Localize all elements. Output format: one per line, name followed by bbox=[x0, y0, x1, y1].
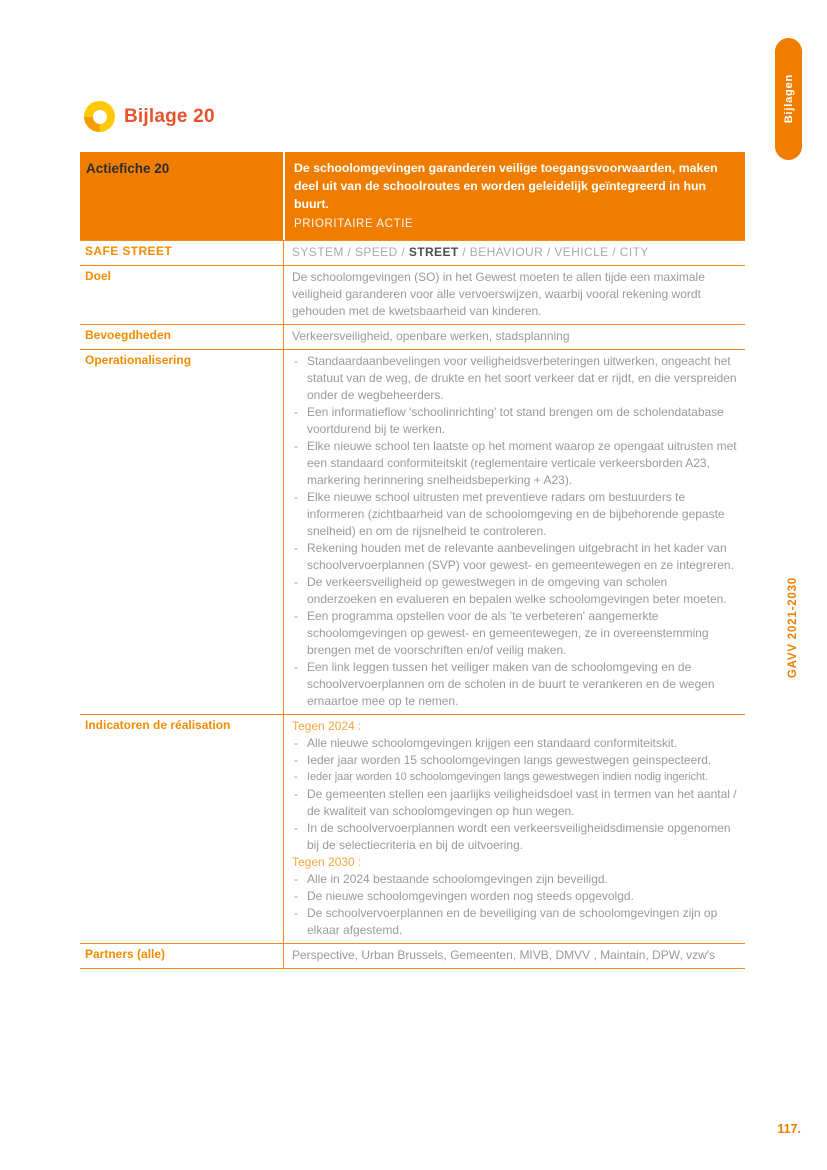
ring-bullet-icon bbox=[84, 101, 115, 132]
action-sheet-description-cell bbox=[283, 152, 745, 240]
priority-action-label: PRIORITAIRE ACTIE bbox=[294, 218, 414, 230]
bevoegdheden-text: Verkeersveiligheid, openbare werken, stadsplanning bbox=[283, 325, 745, 349]
street-separator: / bbox=[343, 245, 355, 259]
bullet-item: - Elke nieuwe school ten laatste op het moment waarop ze opengaat uitrusten met een standaard conformiteitskit (reglementaire verticale verkeersborden A23, markering herinnering snelheidsbeperking + A23). bbox=[292, 438, 739, 489]
indicatoren-row bbox=[80, 715, 745, 944]
street-category-street: STREET bbox=[408, 245, 459, 259]
tegen-2024-heading: Tegen 2024 : bbox=[292, 719, 362, 733]
action-sheet-table bbox=[80, 152, 745, 969]
tegen-2030-heading: Tegen 2030 : bbox=[292, 855, 362, 869]
indicatoren-label: Indicatoren de réalisation bbox=[85, 718, 231, 732]
street-category-system: SYSTEM bbox=[292, 245, 344, 259]
doel-label: Doel bbox=[85, 269, 112, 283]
tegen-2030-list bbox=[292, 871, 739, 939]
doel-row bbox=[80, 266, 745, 325]
action-description: De schoolomgevingen garanderen veilige toegangsvoorwaarden, maken deel uit van de schoolroutes en worden geleidelijk geïntegreerd in hun buurt. bbox=[294, 161, 718, 211]
bullet-item: - In de schoolvervoerplannen wordt een verkeersveiligheidsdimensie opgenomen bij de selectiecriteria en bij de uitvoering. bbox=[292, 820, 739, 854]
side-tab-label: Bijlagen bbox=[782, 74, 795, 124]
street-separator: / bbox=[608, 245, 620, 259]
tegen-2024-list bbox=[292, 735, 739, 854]
bullet-item: - Een link leggen tussen het veiliger maken van de schoolomgeving en de schoolvervoerplannen om de scholen in de buurt te verankeren en de wegen ernaartoe mee op te nemen. bbox=[292, 659, 739, 710]
bullet-item: - Een programma opstellen voor de als 'te verbeteren' aangemerkte schoolomgevingen op gewest- en gemeentewegen, ze in overeenstemming brengen met de voorschriften en/of veilig maken. bbox=[292, 608, 739, 659]
gavv-vertical-label-block bbox=[779, 560, 807, 696]
partners-row bbox=[80, 944, 745, 969]
operationalisering-list bbox=[292, 353, 739, 710]
bullet-item: - De nieuwe schoolomgevingen worden nog steeds opgevolgd. bbox=[292, 888, 739, 905]
bullet-item: - Standaardaanbevelingen voor veiligheidsverbeteringen uitwerken, ongeacht het statuut van de weg, de drukte en het soort verkeer dat er rijdt, en die verspreiden onder de wegbeheerders. bbox=[292, 353, 739, 404]
operationalisering-row bbox=[80, 350, 745, 715]
bevoegdheden-label: Bevoegdheden bbox=[85, 328, 172, 342]
bullet-item: - Elke nieuwe school uitrusten met preventieve radars om bestuurders te informeren (zichtbaarheid van de schoolomgeving en de bijbehorende gepaste snelheid) en om de rijsnelheid te controleren. bbox=[292, 489, 739, 540]
bullet-item: - Alle nieuwe schoolomgevingen krijgen een standaard conformiteitskit. bbox=[292, 735, 739, 752]
bullet-item: - De schoolvervoerplannen en de beveiliging van de schoolomgevingen zijn op elkaar afgestemd. bbox=[292, 905, 739, 939]
bullet-item: - De verkeersveiligheid op gewestwegen in de omgeving van scholen onderzoeken en evalueren en bepalen welke schoolomgevingen beter moeten. bbox=[292, 574, 739, 608]
bevoegdheden-row bbox=[80, 325, 745, 350]
doel-text: De schoolomgevingen (SO) in het Gewest moeten te allen tijde een maximale veiligheid garanderen voor alle vervoerswijzen, waarbij vooral rekening wordt gehouden met de kwetsbaarheid van kinderen. bbox=[283, 266, 745, 324]
bullet-item: - Alle in 2024 bestaande schoolomgevingen zijn beveiligd. bbox=[292, 871, 739, 888]
partners-text: Perspective, Urban Brussels, Gemeenten, MIVB, DMVV , Maintain, DPW, vzw's bbox=[283, 944, 745, 968]
page-title: Bijlage 20 bbox=[124, 105, 215, 127]
page-number: 117. bbox=[777, 1122, 801, 1136]
street-category-speed: SPEED bbox=[354, 245, 398, 259]
bullet-item: - Een informatieflow 'schoolinrichting' tot stand brengen om de scholendatabase voortdurend bij te werken. bbox=[292, 404, 739, 438]
gavv-vertical-label: GAVV 2021-2030 bbox=[787, 577, 799, 679]
bullet-item: - De gemeenten stellen een jaarlijks veiligheidsdoel vast in termen van het aantal / de kwaliteit van schoolomgevingen op hun wegen. bbox=[292, 786, 739, 820]
street-separator: / bbox=[397, 245, 409, 259]
table-header-row bbox=[80, 152, 745, 241]
action-sheet-name: Actiefiche 20 bbox=[86, 161, 170, 176]
street-separator: / bbox=[543, 245, 555, 259]
street-category-behaviour: BEHAVIOUR bbox=[469, 245, 544, 259]
street-category-city: CITY bbox=[619, 245, 649, 259]
safe-street-label: SAFE STREET bbox=[85, 244, 173, 258]
safe-street-row bbox=[80, 241, 745, 266]
bullet-item: - Rekening houden met de relevante aanbevelingen uitgebracht in het kader van schoolvervoerplannen (SVP) voor gewest- en gemeentewegen en ze integreren. bbox=[292, 540, 739, 574]
partners-label: Partners (alle) bbox=[85, 947, 166, 961]
side-tab-bijlagen bbox=[775, 38, 802, 160]
street-categories bbox=[292, 244, 739, 261]
bullet-item: - Ieder jaar worden 15 schoolomgevingen langs gewestwegen geinspecteerd. bbox=[292, 752, 739, 769]
operationalisering-label: Operationalisering bbox=[85, 353, 192, 367]
page-title-block bbox=[84, 101, 215, 132]
bullet-item: - Ieder jaar worden 10 schoolomgevingen langs gewestwegen indien nodig ingericht. bbox=[292, 769, 739, 786]
street-separator: / bbox=[458, 245, 470, 259]
street-category-vehicle: VEHICLE bbox=[554, 245, 609, 259]
